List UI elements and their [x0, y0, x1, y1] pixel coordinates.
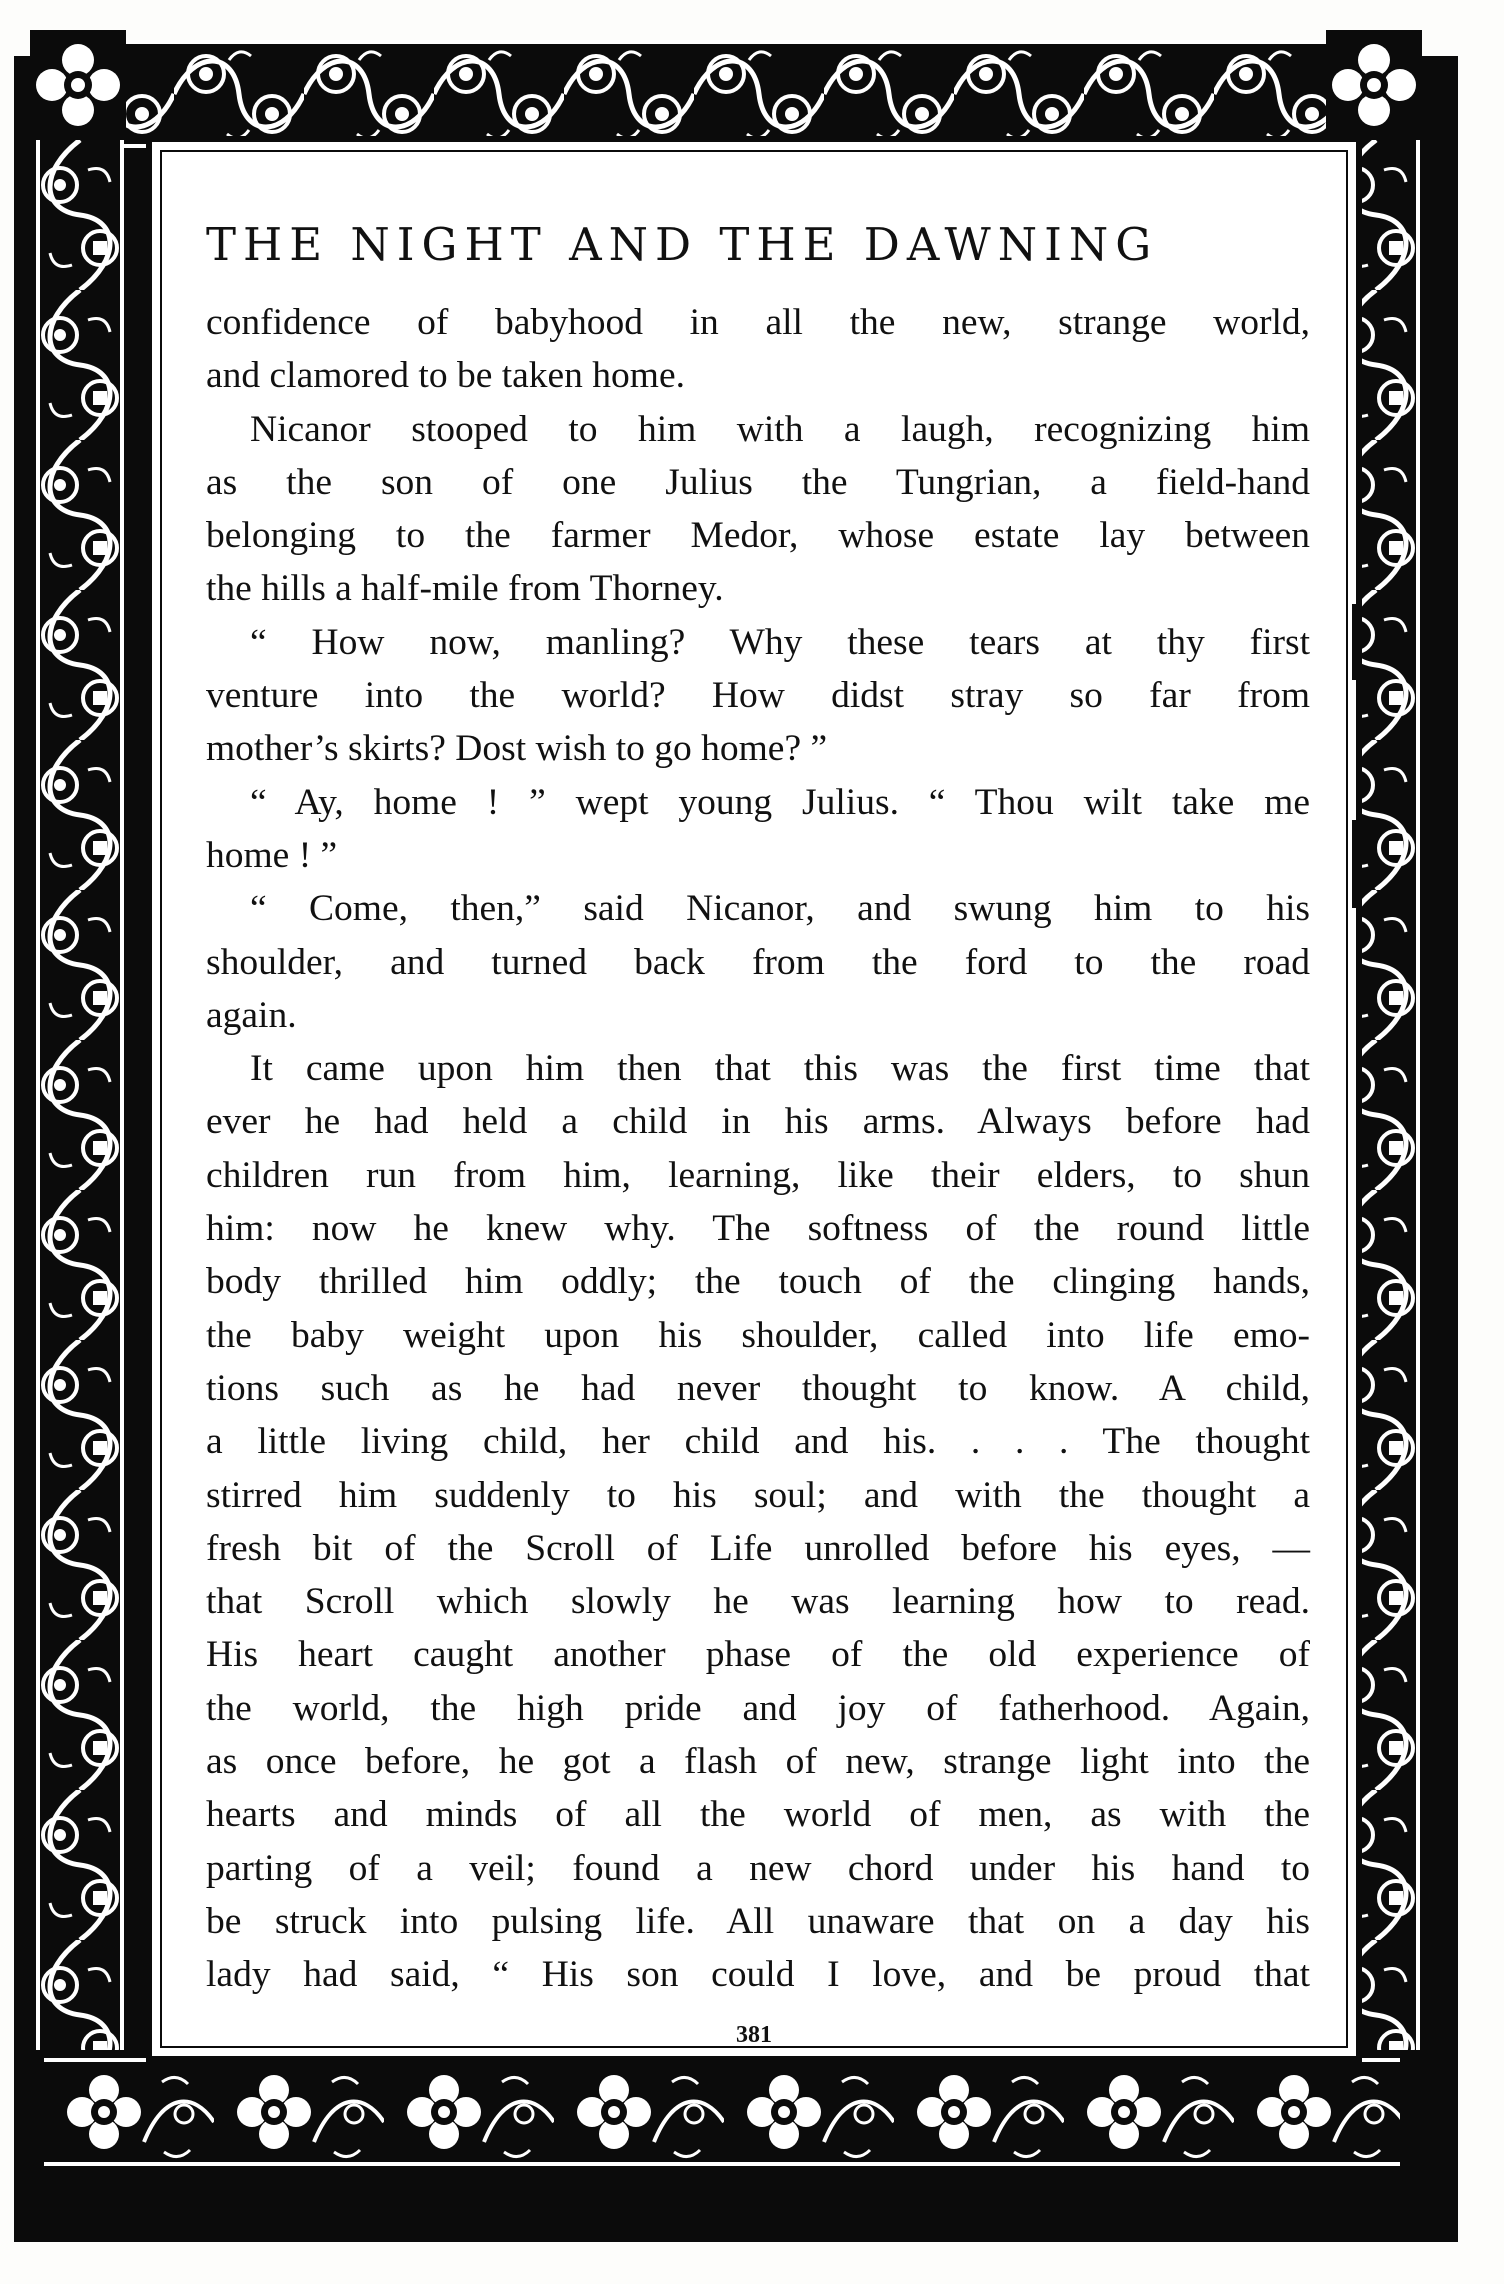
- text-line: venture into the world? How didst stray so far from: [206, 675, 1310, 717]
- text-line: again.: [206, 994, 297, 1036]
- text-line: a little living child, her child and his. . . . The thought: [206, 1421, 1310, 1463]
- text-line: It came upon him then that this was the first time that: [250, 1048, 1310, 1090]
- text-line: and clamored to be taken home.: [206, 355, 685, 397]
- page-title: THE NIGHT AND THE DAWNING: [206, 218, 1159, 271]
- text-line: “ Ay, home ! ” wept young Julius. “ Thou wilt take me: [250, 781, 1310, 823]
- text-line: belonging to the farmer Medor, whose estate lay between: [206, 515, 1310, 557]
- text-line: “ How now, manling? Why these tears at thy first: [250, 621, 1310, 663]
- text-line: body thrilled him oddly; the touch of the clinging hands,: [206, 1261, 1310, 1303]
- left-border-band: [30, 140, 130, 2050]
- text-line: as the son of one Julius the Tungrian, a field-hand: [206, 461, 1310, 503]
- bottom-border-band: [44, 2052, 1400, 2172]
- text-line: tions such as he had never thought to know. A child,: [206, 1367, 1310, 1409]
- text-line: ever he had held a child in his arms. Always before had: [206, 1101, 1310, 1143]
- scan-mark: [1352, 820, 1362, 908]
- text-line: fresh bit of the Scroll of Life unrolled before his eyes, —: [206, 1527, 1310, 1569]
- flower-rosette-icon: [30, 30, 126, 140]
- text-line: stirred him suddenly to his soul; and with the thought a: [206, 1474, 1310, 1516]
- corner-rosette: [30, 30, 126, 140]
- text-line: parting of a veil; found a new chord under his hand to: [206, 1847, 1310, 1889]
- text-line: home ! ”: [206, 834, 338, 876]
- page-number: 381: [736, 2022, 772, 2048]
- rose-flower-ornament-icon: [44, 2052, 1400, 2172]
- text-line: him: now he knew why. The softness of the round little: [206, 1208, 1310, 1250]
- corner-rosette: [1326, 30, 1422, 140]
- text-line: shoulder, and turned back from the ford to the road: [206, 941, 1310, 983]
- text-line: the hills a half-mile from Thorney.: [206, 568, 724, 610]
- vine-scroll-ornament-icon: [30, 140, 130, 2050]
- text-line: confidence of babyhood in all the new, strange world,: [206, 302, 1310, 343]
- text-line: as once before, he got a flash of new, strange light into the: [206, 1741, 1310, 1783]
- flower-rosette-icon: [1326, 30, 1422, 140]
- text-line: mother’s skirts? Dost wish to go home? ”: [206, 728, 828, 770]
- text-line: that Scroll which slowly he was learning how to read.: [206, 1581, 1310, 1623]
- text-line: children run from him, learning, like their elders, to shun: [206, 1154, 1310, 1196]
- scan-mark: [1352, 604, 1362, 680]
- text-line: Nicanor stooped to him with a laugh, recognizing him: [250, 408, 1310, 450]
- text-line: the world, the high pride and joy of fatherhood. Again,: [206, 1687, 1310, 1729]
- text-line: hearts and minds of all the world of men, as with the: [206, 1794, 1310, 1836]
- body-text: [206, 296, 1310, 2002]
- text-line: “ Come, then,” said Nicanor, and swung him to his: [250, 888, 1310, 930]
- text-line: lady had said, “ His son could I love, and be proud that: [206, 1954, 1310, 1996]
- text-line: the baby weight upon his shoulder, called into life emo-: [206, 1314, 1310, 1356]
- text-line: be struck into pulsing life. All unaware that on a day his: [206, 1900, 1310, 1942]
- text-line: His heart caught another phase of the old experience of: [206, 1634, 1310, 1676]
